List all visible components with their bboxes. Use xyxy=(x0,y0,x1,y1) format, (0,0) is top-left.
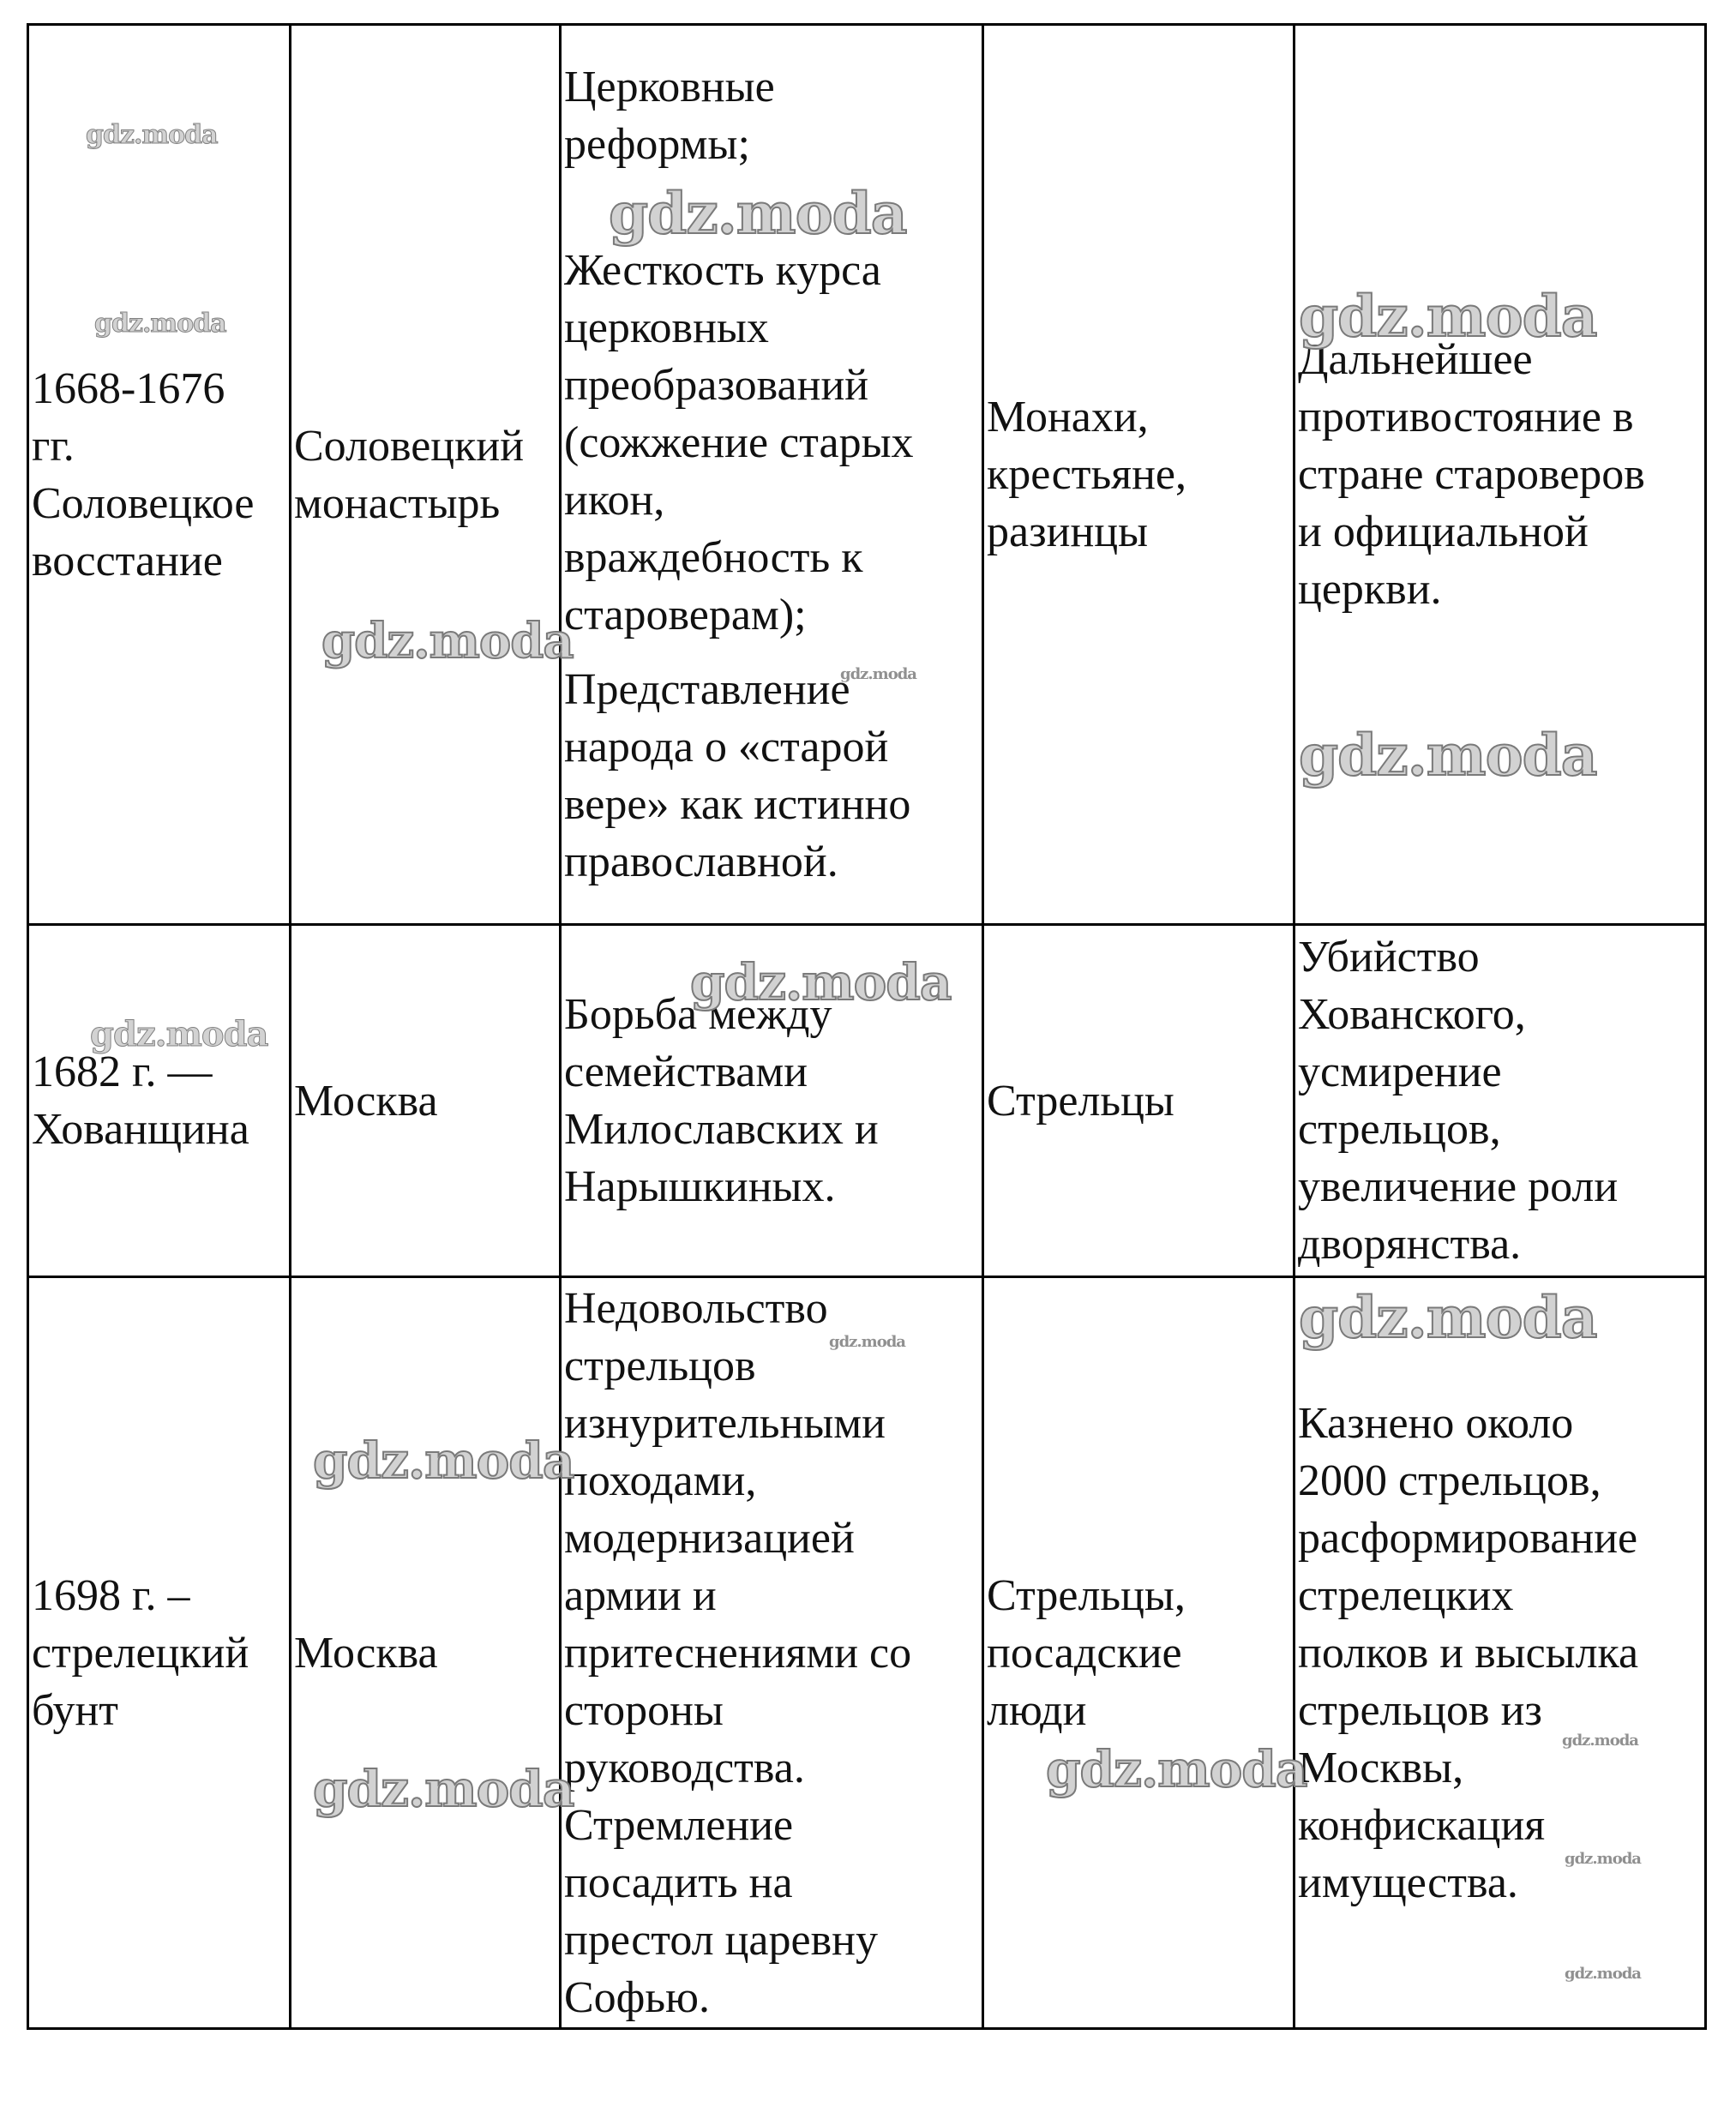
table-row xyxy=(28,1277,1706,2029)
cause-paragraph: Представление народа о «старой вере» как истинно православной. xyxy=(564,665,911,886)
results-cell xyxy=(1294,925,1706,1277)
watermark: gdz.moda xyxy=(829,1333,905,1351)
watermark: gdz.moda xyxy=(313,1760,574,1818)
results-cell xyxy=(1294,25,1706,925)
cause-paragraph: Жесткость курса церковных преобразований (сожжение старых икон, враждебность к староверам); xyxy=(564,246,914,639)
watermark: gdz.moda xyxy=(86,120,218,150)
watermark: gdz.moda xyxy=(840,665,916,683)
results-cell xyxy=(1294,1277,1706,2029)
results-text: Убийство Хованского, усмирение стрельцов, увеличение роли дворянства. xyxy=(1298,933,1619,1269)
watermark: gdz.moda xyxy=(1299,283,1597,350)
place-cell xyxy=(291,25,561,925)
event-text: 1682 г. — Хованщина xyxy=(32,1047,249,1154)
place-text: Москва xyxy=(294,1628,438,1678)
uprisings-table xyxy=(27,23,1707,2030)
participants-cell xyxy=(983,1277,1294,2029)
event-text: 1698 г. – стрелецкий бунт xyxy=(32,1570,249,1735)
place-cell xyxy=(291,1277,561,2029)
table-row xyxy=(28,925,1706,1277)
watermark: gdz.moda xyxy=(90,1014,268,1054)
place-text: Москва xyxy=(294,1076,438,1126)
cause-paragraph: Церковные реформы; xyxy=(564,63,775,169)
results-text: Казнено около 2000 стрельцов, расформирование стрелецких полков и высылка стрельцов из Москвы, конфискация имущества. xyxy=(1298,1398,1639,1907)
watermark: gdz.moda xyxy=(321,613,574,669)
causes-cell xyxy=(561,25,983,925)
event-cell xyxy=(28,25,291,925)
cause-paragraph: Борьба между семействами Милославских и Нарышкиных. xyxy=(564,990,879,1211)
table-row xyxy=(28,25,1706,925)
watermark: gdz.moda xyxy=(1562,1732,1638,1750)
cause-paragraph: Недовольство стрельцов изнурительными походами, модернизацией армии и притеснениями со стороны руководства. Стремление посадить на престол царевну Софью. xyxy=(564,1283,912,2022)
event-cell xyxy=(28,1277,291,2029)
watermark: gdz.moda xyxy=(1565,1850,1641,1868)
watermark: gdz.moda xyxy=(690,953,952,1011)
event-text: 1668-1676 гг. Соловецкое восстание xyxy=(32,363,255,585)
watermark: gdz.moda xyxy=(1299,722,1597,789)
watermark: gdz.moda xyxy=(1565,1965,1641,1983)
watermark: gdz.moda xyxy=(609,180,907,247)
causes-cell xyxy=(561,1277,983,2029)
participants-text: Монахи, крестьяне, разинцы xyxy=(987,393,1186,556)
results-text: Дальнейшее противостояние в стране староверов и официальной церкви. xyxy=(1298,335,1645,614)
event-cell xyxy=(28,925,291,1277)
watermark: gdz.moda xyxy=(313,1432,574,1490)
participants-text: Стрельцы xyxy=(987,1076,1174,1126)
place-text: Соловецкий монастырь xyxy=(294,421,525,528)
watermark: gdz.moda xyxy=(1299,1284,1597,1351)
participants-text: Стрельцы, посадские люди xyxy=(987,1570,1186,1735)
participants-cell xyxy=(983,25,1294,925)
watermark: gdz.moda xyxy=(1046,1740,1307,1798)
causes-cell xyxy=(561,925,983,1277)
participants-cell xyxy=(983,925,1294,1277)
watermark: gdz.moda xyxy=(94,309,226,339)
place-cell xyxy=(291,925,561,1277)
